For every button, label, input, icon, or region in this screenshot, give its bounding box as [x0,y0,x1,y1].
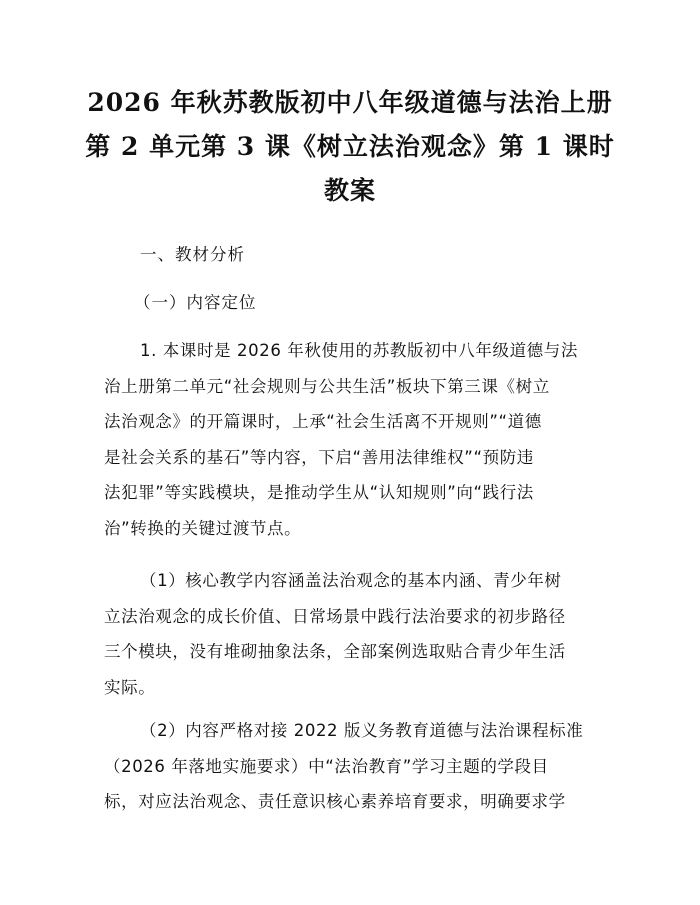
paragraph-1-line: 治上册第二单元“社会规则与公共生活”板块下第三课《树立 [104,376,550,396]
paragraph-3-line: （2026 年落地实施要求）中“法治教育”学习主题的学段目 [104,756,549,776]
paragraph-3 [104,713,604,820]
paragraph-2-line: 立法治观念的成长价值、日常场景中践行法治要求的初步路径 [104,606,566,626]
paragraph-2 [104,563,604,705]
section-heading: 一、教材分析 [140,245,245,264]
paragraph-1 [104,333,604,546]
document-title-line-1: 2026 年秋苏教版初中八年级道德与法治上册 [87,88,613,117]
paragraph-2-line: 实际。 [104,677,156,697]
subsection-heading: （一）内容定位 [134,293,257,312]
paragraph-3-line: 标，对应法治观念、责任意识核心素养培育要求，明确要求学 [104,792,566,811]
paragraph-1-line: 1. 本课时是 2026 年秋使用的苏教版初中八年级道德与法 [140,341,578,360]
paragraph-1-line: 法犯罪”等实践模块，是推动学生从“认知规则”向“践行法 [104,483,534,502]
document-title-line-2: 第 2 单元第 3 课《树立法治观念》第 1 课时 [85,132,615,161]
document-title-line-3: 教案 [323,176,376,205]
paragraph-2-line: （1）核心教学内容涵盖法治观念的基本内涵、青少年树 [140,571,562,590]
paragraph-3-line: （2）内容严格对接 2022 版义务教育道德与法治课程标准 [140,721,584,740]
paragraph-1-line: 法治观念》的开篇课时，上承“社会生活离不开规则”“道德 [104,412,542,431]
paragraph-2-line: 三个模块，没有堆砌抽象法条，全部案例选取贴合青少年生活 [104,642,566,661]
paragraph-1-line: 治”转换的关键过渡节点。 [104,518,302,538]
paragraph-1-line: 是社会关系的基石”等内容，下启“善用法律维权”“预防违 [104,447,534,467]
